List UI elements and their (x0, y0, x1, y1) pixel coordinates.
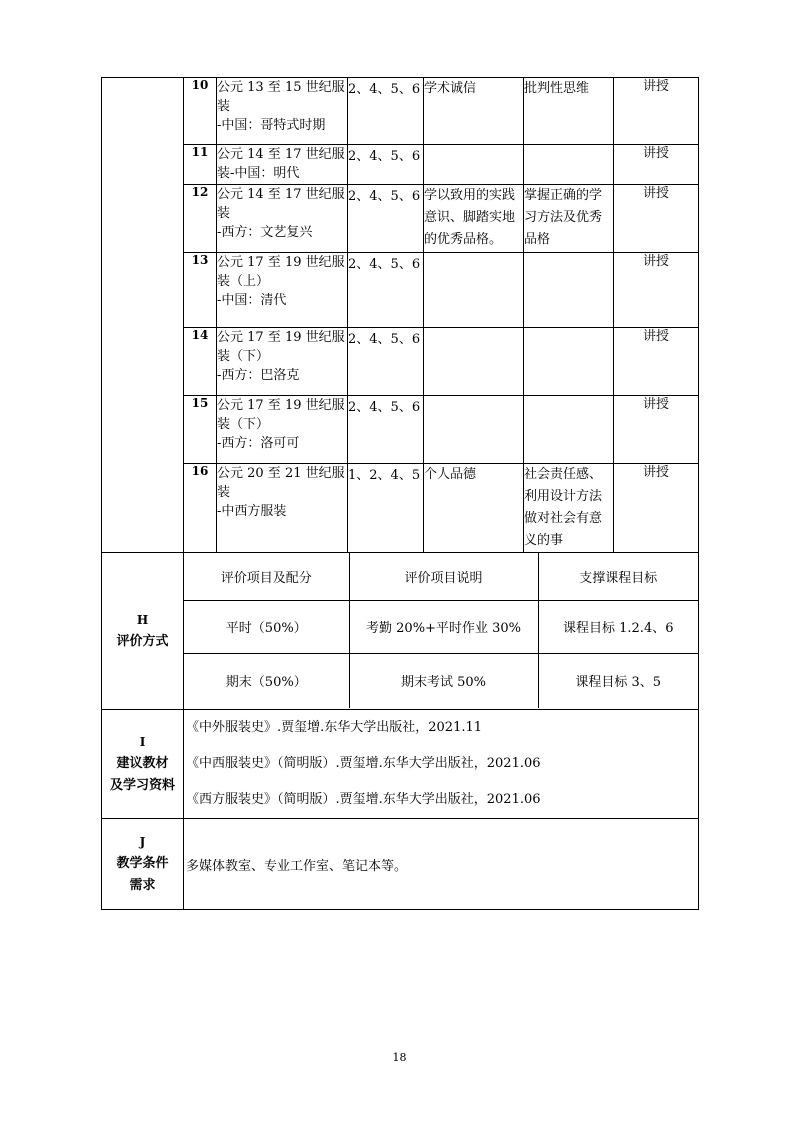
schedule-row (102, 328, 699, 396)
topic-line: 公元 14 至 17 世纪服 (217, 187, 345, 202)
topic-cell (217, 145, 348, 185)
chapters-cell: 2、4、5、6 (348, 253, 424, 328)
evaluation-header-row (184, 553, 698, 600)
topic-cell (217, 253, 348, 328)
ideology-cell (424, 396, 524, 464)
chapters-cell: 2、4、5、6 (348, 396, 424, 464)
goal-line: 批判性思维 (524, 81, 590, 96)
week-number: 12 (184, 185, 217, 253)
goal-line: 利用设计方法 (524, 489, 603, 504)
materials-label-line: 及学习资料 (109, 778, 175, 793)
evaluation-header-item: 评价项目及配分 (184, 553, 349, 600)
ideology-cell (424, 78, 524, 145)
evaluation-label-cell (102, 553, 184, 710)
ideology-line: 学术诚信 (424, 81, 477, 96)
schedule-row (102, 185, 699, 253)
week-number: 11 (184, 145, 217, 185)
evaluation-cell-desc: 期末考试 50% (349, 653, 538, 708)
evaluation-row (184, 600, 698, 653)
conditions-letter: J (139, 835, 146, 849)
chapters-cell: 2、4、5、6 (348, 185, 424, 253)
evaluation-row (184, 653, 698, 708)
topic-line: 公元 20 至 21 世纪服 (217, 466, 345, 481)
week-number: 15 (184, 396, 217, 464)
topic-line: 装 (217, 206, 231, 221)
evaluation-label: 评价方式 (116, 634, 169, 649)
materials-label-cell (102, 710, 184, 819)
schedule-row (102, 253, 699, 328)
ideology-cell (424, 464, 524, 553)
goal-line: 习方法及优秀 (524, 210, 603, 225)
topic-line: -中国：清代 (217, 293, 287, 308)
ideology-line: 学以致用的实践 (424, 188, 516, 203)
week-number: 16 (184, 464, 217, 553)
book-entry: 《中西服装史》（简明版）.贾玺增.东华大学出版社，2021.06 (186, 756, 541, 771)
week-number: 13 (184, 253, 217, 328)
evaluation-header-desc: 评价项目说明 (349, 553, 538, 600)
evaluation-cell-item: 平时（50%） (184, 600, 349, 653)
method-cell: 讲授 (614, 328, 699, 396)
ideology-cell (424, 185, 524, 253)
ideology-line: 意识、脚踏实地 (424, 210, 516, 225)
evaluation-letter: H (136, 613, 149, 627)
topic-line: -西方：巴洛克 (217, 368, 300, 383)
ideology-cell (424, 145, 524, 185)
conditions-text: 多媒体教室、专业工作室、笔记本等。 (184, 819, 699, 910)
evaluation-header-goal: 支撑课程目标 (538, 553, 698, 600)
goal-line: 义的事 (524, 533, 564, 548)
topic-line: 公元 14 至 17 世纪服 (217, 147, 345, 162)
ideology-cell (424, 253, 524, 328)
ideology-line: 个人品德 (424, 467, 477, 482)
ideology-cell (424, 328, 524, 396)
method-cell: 讲授 (614, 185, 699, 253)
materials-label-line: 建议教材 (116, 756, 169, 771)
topic-line: 公元 17 至 19 世纪服 (217, 255, 345, 270)
goal-line: 品格 (524, 232, 551, 247)
topic-line: 公元 17 至 19 世纪服 (217, 330, 345, 345)
evaluation-table (184, 553, 698, 708)
topic-line: 装 (217, 485, 231, 500)
chapters-cell: 2、4、5、6 (348, 145, 424, 185)
evaluation-content (184, 553, 699, 710)
goal-cell (524, 328, 614, 396)
chapters-cell: 2、4、5、6 (348, 78, 424, 145)
book-entry: 《西方服装史》（简明版）.贾玺增.东华大学出版社，2021.06 (186, 792, 541, 807)
topic-line: 装（上） (217, 274, 270, 289)
evaluation-cell-item: 期末（50%） (184, 653, 349, 708)
topic-line: 装（下） (217, 349, 270, 364)
schedule-row (102, 78, 699, 145)
goal-cell (524, 145, 614, 185)
topic-cell (217, 396, 348, 464)
method-cell: 讲授 (614, 464, 699, 553)
method-cell: 讲授 (614, 396, 699, 464)
topic-line: -中西方服装 (217, 504, 287, 519)
ideology-line: 的优秀品格。 (424, 232, 503, 247)
topic-line: 公元 13 至 15 世纪服 (217, 80, 345, 95)
topic-line: 公元 17 至 19 世纪服 (217, 398, 345, 413)
topic-cell (217, 328, 348, 396)
materials-books (184, 710, 699, 819)
schedule-section-cell (102, 78, 184, 553)
evaluation-section (102, 553, 699, 710)
schedule-row (102, 464, 699, 553)
evaluation-cell-desc: 考勤 20%+平时作业 30% (349, 600, 538, 653)
conditions-label-line: 教学条件 (116, 856, 169, 871)
topic-line: -西方：文艺复兴 (217, 225, 313, 240)
topic-line: 装-中国：明代 (217, 166, 300, 181)
syllabus-table (101, 77, 699, 910)
method-cell: 讲授 (614, 78, 699, 145)
schedule-row (102, 396, 699, 464)
topic-cell (217, 185, 348, 253)
goal-cell (524, 253, 614, 328)
schedule-row (102, 145, 699, 185)
goal-cell (524, 185, 614, 253)
week-number: 14 (184, 328, 217, 396)
method-cell: 讲授 (614, 145, 699, 185)
goal-cell (524, 396, 614, 464)
method-cell: 讲授 (614, 253, 699, 328)
chapters-cell: 2、4、5、6 (348, 328, 424, 396)
goal-line: 掌握正确的学 (524, 188, 603, 203)
evaluation-cell-goal: 课程目标 1.2.4、6 (538, 600, 698, 653)
book-entry: 《中外服装史》.贾玺增.东华大学出版社，2021.11 (186, 720, 483, 735)
conditions-label-cell (102, 819, 184, 910)
chapters-cell: 1、2、4、5 (348, 464, 424, 553)
materials-section (102, 710, 699, 819)
page-number: 18 (392, 1051, 407, 1064)
goal-line: 做对社会有意 (524, 511, 603, 526)
topic-line: -中国：哥特式时期 (217, 118, 326, 133)
goal-cell (524, 78, 614, 145)
goal-cell (524, 464, 614, 553)
topic-line: -西方：洛可可 (217, 436, 300, 451)
week-number: 10 (184, 78, 217, 145)
topic-cell (217, 78, 348, 145)
goal-line: 社会责任感、 (524, 467, 603, 482)
topic-line: 装（下） (217, 417, 270, 432)
topic-line: 装 (217, 99, 231, 114)
topic-cell (217, 464, 348, 553)
evaluation-cell-goal: 课程目标 3、5 (538, 653, 698, 708)
materials-letter: I (139, 735, 146, 749)
conditions-section (102, 819, 699, 910)
conditions-label-line: 需求 (129, 878, 156, 893)
